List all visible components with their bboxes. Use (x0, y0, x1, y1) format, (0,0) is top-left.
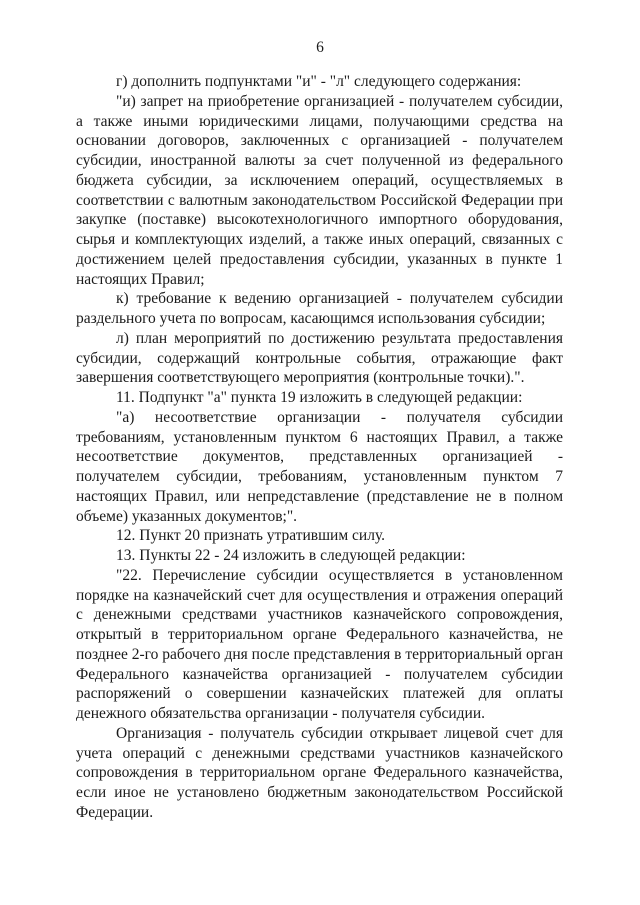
paragraph-subitem-l: л) план мероприятий по достижению результата предоставления субсидии, содержащий контрольные события, отражающие факт завершения соответствующего мероприятия (контрольные точки).". (76, 329, 563, 387)
paragraph-point-22: "22. Перечисление субсидии осуществляется в установленном порядке на казначейский счет для осуществления и отражения операций с денежными средствами участников казначейского сопровождения, открытый в территориальном органе Федерального казначейства, не позднее 2-го рабочего дня после представления в территориальный орган Федерального казначейства организацией - получателем субсидии распоряжений о совершении казначейских платежей для оплаты денежного обязательства организации - получателя субсидии. (76, 566, 563, 722)
paragraph-subitem-k: к) требование к ведению организацией - получателем субсидии раздельного учета по вопросам, касающимся использования субсидии; (76, 290, 563, 327)
paragraph-account-opening: Организация - получатель субсидии открывает лицевой счет для учета операций с денежными средствами участников казначейского сопровождения в территориальном органе Федерального казначейства, если иное не установлено бюджетным законодательством Российской Федерации. (76, 724, 563, 821)
paragraph-item-13: 13. Пункты 22 - 24 изложить в следующей редакции: (116, 547, 466, 564)
paragraph-item-12: 12. Пункт 20 признать утратившим силу. (116, 527, 386, 545)
page-number: 6 (316, 39, 324, 56)
document-body (76, 72, 563, 823)
paragraph-amendment-g: г) дополнить подпунктами "и" - "л" следующего содержания: (116, 73, 522, 90)
paragraph-subitem-a: "а) несоответствие организации - получателя субсидии требованиям, установленным пунктом 6 настоящих Правил, а также несоответствие документов, представленных организацией - получателем субсидии, требованиям, установленным пунктом 7 настоящих Правил, или непредставление (представление не в полном объеме) указанных документов;". (76, 408, 563, 525)
paragraph-subitem-i: "и) запрет на приобретение организацией - получателем субсидии, а также иными юридическими лицами, получающими средства на основании договоров, заключенных с организацией - получателем субсидии, иностранной валюты за счет полученной из федерального бюджета субсидии, за исключением операций, осуществляемых в соответствии с валютным законодательством Российской Федерации при закупке (поставке) высокотехнологичного импортного оборудования, сырья и комплектующих изделий, а также иных операций, связанных с достижением целей предоставления субсидии, указанных в пункте 1 настоящих Правил; (76, 92, 563, 288)
paragraph-item-11: 11. Подпункт "а" пункта 19 изложить в следующей редакции: (116, 389, 523, 406)
